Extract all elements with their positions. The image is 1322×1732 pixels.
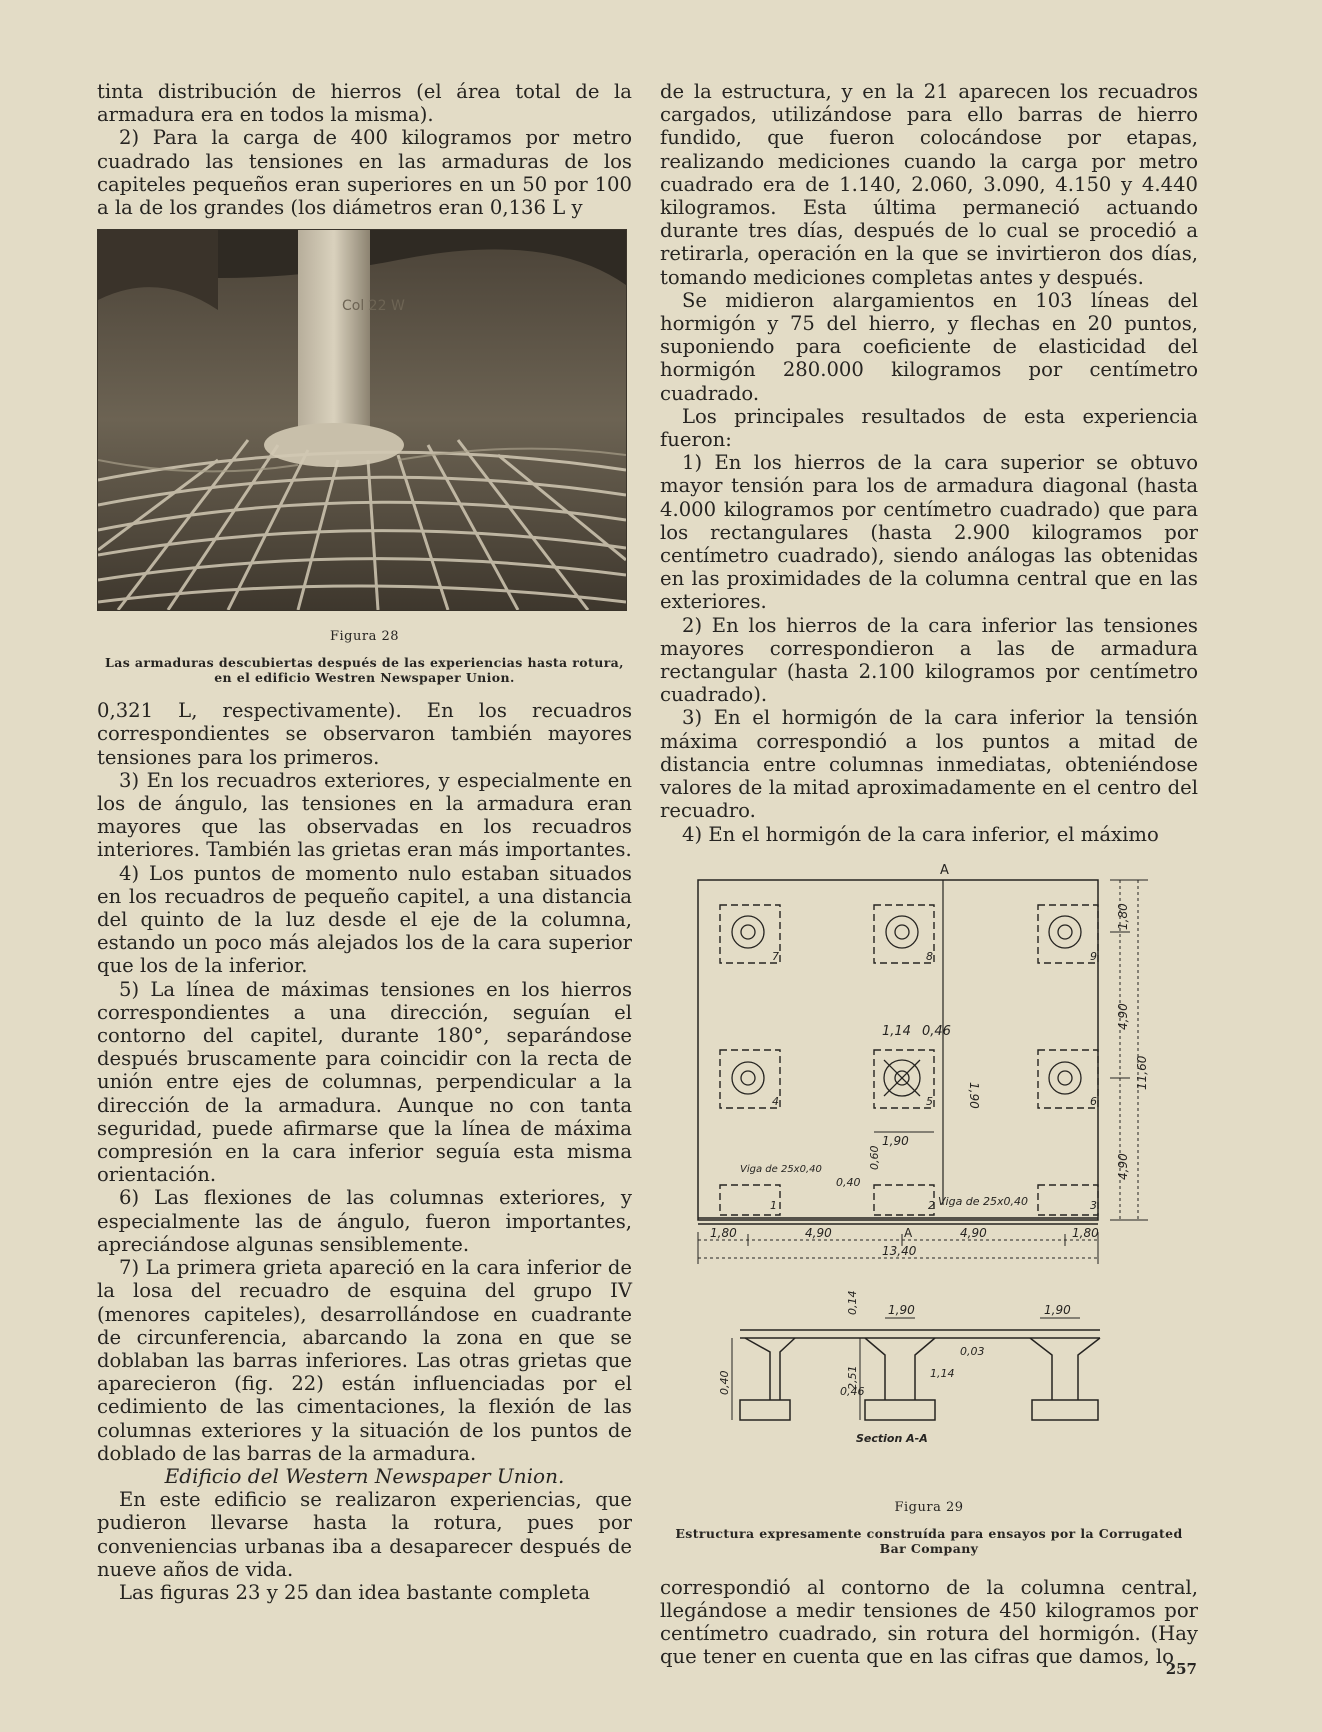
dimension-label: 4,90 xyxy=(1116,1152,1130,1180)
column-number: 5 xyxy=(926,1094,933,1108)
paragraph: Se midieron alargamientos en 103 líneas del hormigón y 75 del hierro, y flechas en 20 puntos, suponiendo para coeficiente de elasticidad del hormigón 280.000 kilogramos por centímetro cuadrado. xyxy=(660,288,1198,405)
paragraph: 2) En los hierros de la cara inferior las tensiones mayores correspondieron a las de armadura rectangular (hasta 2.100 kilogramos por centímetro cuadrado). xyxy=(660,613,1198,707)
paragraph: 0,321 L, respectivamente). En los recuadros correspondientes se observaron también mayores tensiones para los primeros. xyxy=(97,699,632,769)
paragraph: Los principales resultados de esta experiencia fueron: xyxy=(660,404,1198,452)
left-column xyxy=(97,80,632,1604)
figure-caption: Estructura expresamente construída para ensayos por la Corrugated Bar Company xyxy=(675,1525,1183,1556)
dimension-label: 4,90 xyxy=(960,1225,987,1240)
paragraph: 7) La primera grieta apareció en la cara inferior de la losa del recuadro de esquina del grupo IV (menores capiteles), desarrollándose en cuadrante de circunferencia, abarcando la zona en que se doblaban las barras inferiores. Las otras grietas que aparecieron (fig. 22) están influenciadas por el cedimiento de las cimentaciones, la flexión de las columnas exteriores y la situación de los puntos de doblado de las barras de la armadura. xyxy=(97,1256,632,1465)
dimension-label: 1,80 xyxy=(1116,902,1130,930)
dimension-label: 4,90 xyxy=(1116,1002,1130,1030)
dimension-label: 0,46 xyxy=(840,1384,865,1398)
dimension-label: 1,90 xyxy=(882,1133,909,1148)
dimension-label: 1,90 xyxy=(1044,1302,1071,1317)
section-mark: A xyxy=(904,1225,913,1240)
column-number: 9 xyxy=(1090,949,1097,963)
dimension-label: 0,46 xyxy=(922,1023,951,1039)
section-heading: Edificio del Western Newspaper Union. xyxy=(164,1463,565,1488)
section-mark: A xyxy=(940,862,949,878)
beam-label: Viga de 25x0,40 xyxy=(740,1163,822,1175)
paragraph: 4) En el hormigón de la cara inferior, el máximo xyxy=(682,822,1159,846)
figure-caption: Las armaduras descubiertas después de las experiencias hasta rotura, en el edificio Westren Newspaper Union. xyxy=(105,655,624,686)
dimension-label: 1,14 xyxy=(882,1023,911,1039)
column-number: 2 xyxy=(928,1198,935,1212)
column-marking: Col 22 W xyxy=(342,298,405,315)
paragraph: Las figuras 23 y 25 dan idea bastante completa xyxy=(119,1580,591,1604)
dimension-label: 2,51 xyxy=(846,1365,859,1390)
paragraph: 4) Los puntos de momento nulo estaban situados en los recuadros de pequeño capitel, a una distancia del quinto de la luz desde el eje de la columna, estando un poco más alejados los de la cara superior que los de la inferior. xyxy=(97,861,632,978)
figure-29-diagram xyxy=(660,860,1200,1500)
paragraph: 3) En el hormigón de la cara inferior la tensión máxima correspondió a los puntos a mitad de distancia entre columnas inmediatas, obteniéndose valores de la mitad aproximadamente en el centro del recuadro. xyxy=(660,706,1198,823)
dimension-label: 0,03 xyxy=(960,1344,985,1358)
dimension-label: 1,80 xyxy=(1072,1225,1099,1240)
figure-28-photo xyxy=(97,229,627,611)
dimension-label: 1,14 xyxy=(930,1366,955,1380)
column-number: 8 xyxy=(926,949,933,963)
dimension-label: 0,14 xyxy=(846,1290,859,1315)
page-number: 257 xyxy=(1165,1660,1197,1678)
dimension-label: 0,40 xyxy=(836,1175,861,1189)
section-label: Section A-A xyxy=(856,1431,928,1445)
column-number: 1 xyxy=(770,1198,777,1212)
figure-label: Figura 28 xyxy=(329,629,399,645)
dimension-label: 0,40 xyxy=(718,1370,731,1395)
dimension-label: 11,60 xyxy=(1135,1055,1149,1090)
paragraph: 1) En los hierros de la cara superior se obtuvo mayor tensión para los de armadura diagonal (hasta 4.000 kilogramos por centímetro cuadrado) que para los rectangulares (hasta 2.900 kilogramos por centímetro cuadrado), siendo análogas las obtenidas en las proximidades de la columna central que en las exteriores. xyxy=(660,451,1198,614)
dimension-label: 13,40 xyxy=(882,1243,917,1258)
paragraph: 5) La línea de máximas tensiones en los hierros correspondientes a una dirección, seguían el contorno del capitel, durante 180°, separándose después bruscamente para coincidir con la recta de unión entre ejes de columnas, perpendicular a la dirección de la armadura. Aunque no con tanta seguridad, puede afirmarse que la línea de máxima compresión en la cara inferior seguía esta misma orientación. xyxy=(97,977,632,1187)
dimension-label: 1,90 xyxy=(967,1081,981,1109)
column-number: 6 xyxy=(1090,1094,1097,1108)
figure-28-caption-block xyxy=(97,629,632,685)
column-number: 4 xyxy=(772,1094,779,1108)
paragraph: En este edificio se realizaron experiencias, que pudieron llevarse hasta la rotura, pues por conveniencias urbanas iba a desaparecer después de nueve años de vida. xyxy=(97,1488,632,1581)
dimension-label: 0,60 xyxy=(868,1145,881,1170)
paragraph: tinta distribución de hierros (el área total de la armadura era en todos la misma). xyxy=(97,80,632,127)
beam-label: Viga de 25x0,40 xyxy=(938,1194,1029,1208)
column-number: 3 xyxy=(1090,1198,1097,1212)
paragraph: 6) Las flexiones de las columnas exteriores, y especialmente las de ángulo, fueron importantes, apreciándose algunas sensiblemente. xyxy=(97,1186,632,1256)
figure-label: Figura 29 xyxy=(894,1499,964,1515)
figure-29-caption-block xyxy=(660,1500,1198,1556)
right-column xyxy=(660,80,1198,1669)
dimension-label: 4,90 xyxy=(805,1225,832,1240)
paragraph: 2) Para la carga de 400 kilogramos por metro cuadrado las tensiones en las armaduras de los capiteles pequeños eran superiores en un 50 por 100 a la de los grandes (los diámetros eran 0,136 L y xyxy=(97,126,632,220)
paragraph: correspondió al contorno de la columna central, llegándose a medir tensiones de 450 kilogramos por centímetro cuadrado, sin rotura del hormigón. (Hay que tener en cuenta que en las cifras que damos, lo xyxy=(660,1575,1198,1669)
column-number: 7 xyxy=(772,949,779,963)
dimension-label: 1,90 xyxy=(888,1302,915,1317)
paragraph: 3) En los recuadros exteriores, y especialmente en los de ángulo, las tensiones en la armadura eran mayores que las observadas en los recuadros interiores. También las grietas eran más importantes. xyxy=(97,768,632,862)
paragraph: de la estructura, y en la 21 aparecen los recuadros cargados, utilizándose para ello barras de hierro fundido, que fueron colocándose por etapas, realizando mediciones cuando la carga por metro cuadrado era de 1.140, 2.060, 3.090, 4.150 y 4.440 kilogramos. Esta última permaneció actuando durante tres días, después de lo cual se procedió a retirarla, operación en la que se invirtieron dos días, tomando mediciones completas antes y después. xyxy=(660,80,1198,289)
dimension-label: 1,80 xyxy=(710,1225,737,1240)
